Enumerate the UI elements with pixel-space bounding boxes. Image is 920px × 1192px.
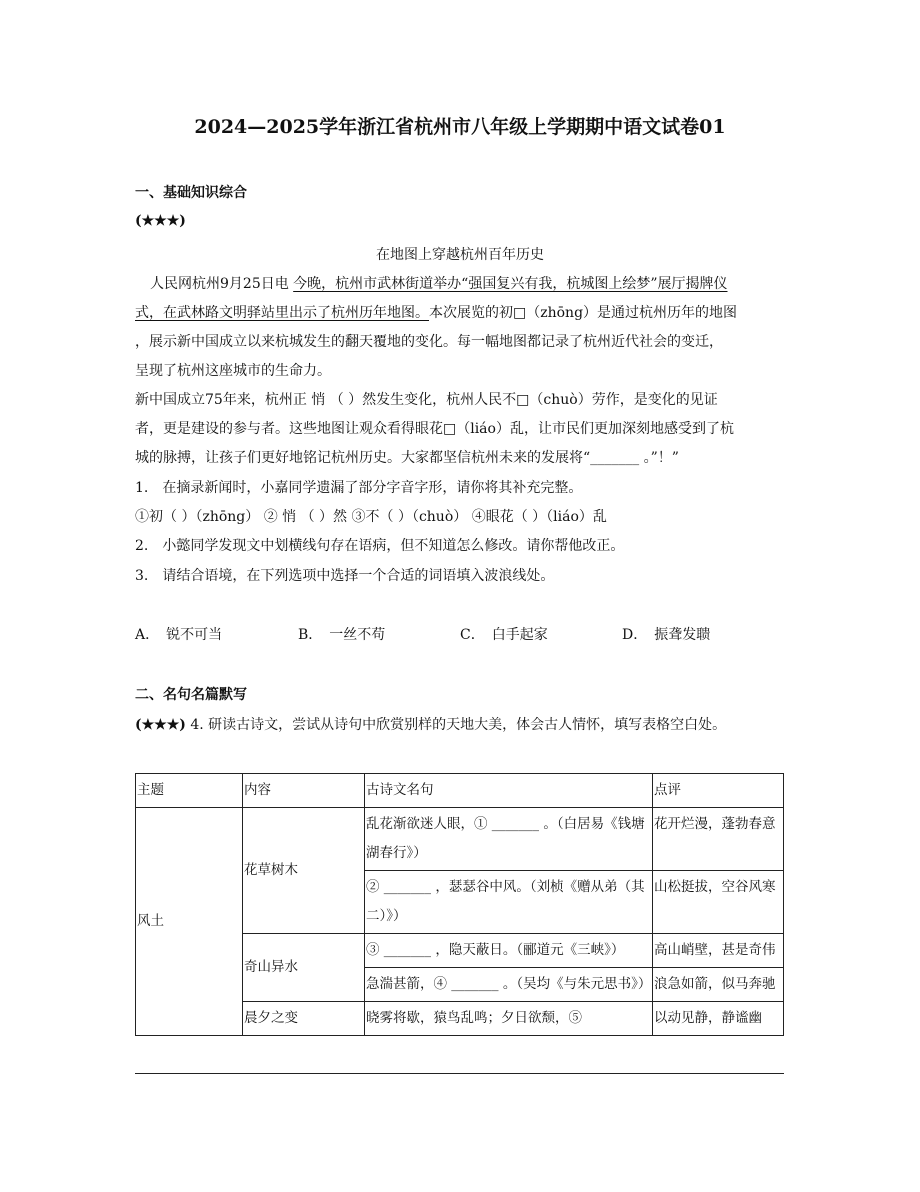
comment-cell: 山松挺拔，空谷风寒 <box>653 871 784 934</box>
article-title: 在地图上穿越杭州百年历史 <box>376 247 544 263</box>
option-a: A． 锐不可当 <box>135 627 223 643</box>
question-1: 1. 在摘录新闻时，小嘉同学遗漏了部分字音字形，请你将其补充完整。 <box>135 480 583 496</box>
table-row <box>136 808 784 871</box>
passage-text: 本次展览的初□（zhōng）是通过杭州历年的地图 <box>429 305 738 321</box>
difficulty-stars: (★★★) <box>135 213 186 229</box>
section-heading: 二、名句名篇默写 <box>135 687 247 703</box>
passage-text: 呈现了杭州这座城市的生命力。 <box>135 363 331 379</box>
section-heading: 一、基础知识综合 <box>135 185 247 201</box>
poetry-table <box>135 773 784 1036</box>
header-cell: 内容 <box>243 774 365 808</box>
comment-cell: 浪急如箭，似马奔驰 <box>653 968 784 1002</box>
theme-cell: 风土 <box>136 808 243 1036</box>
underlined-sentence: 式，在武林路文明驿站里出示了杭州历年地图。 <box>135 305 429 321</box>
group-cell: 晨夕之变 <box>243 1002 365 1036</box>
underlined-sentence: 今晚，杭州市武林街道举办“强国复兴有我，杭城图上绘梦”展厅揭牌仪 <box>293 276 728 292</box>
poem-line-cell: ② _______ ，瑟瑟谷中风。（刘桢《赠从弟（其二）》） <box>365 871 653 934</box>
header-cell: 主题 <box>136 774 243 808</box>
option-c: C． 白手起家 <box>460 627 548 643</box>
question-2: 2. 小懿同学发现文中划横线句存在语病，但不知道怎么修改。请你帮他改正。 <box>135 538 625 554</box>
header-cell: 点评 <box>653 774 784 808</box>
poem-line-cell: ③ _______ ，隐天蔽日。（郦道元《三峡》） <box>365 934 653 968</box>
question-3: 3. 请结合语境，在下列选项中选择一个合适的词语填入波浪线处。 <box>135 568 555 584</box>
difficulty-stars: (★★★) <box>135 717 186 733</box>
header-cell: 古诗文名句 <box>365 774 653 808</box>
comment-cell: 花开烂漫，蓬勃春意 <box>653 808 784 871</box>
poem-line-cell: 乱花渐欲迷人眼，① _______ 。（白居易《钱塘湖春行》） <box>365 808 653 871</box>
passage-text: 新中国成立75年来，杭州正 悄 （ ）然发生变化，杭州人民不□（chuò）劳作，是变化的见证 <box>135 392 718 408</box>
comment-cell: 高山峭壁，甚是奇伟 <box>653 934 784 968</box>
passage-text: 城的脉搏，让孩子们更好地铭记杭州历史。大家都坚信杭州未来的发展将“_______ 。”！” <box>135 450 679 466</box>
passage-text: 人民网杭州9月25日电 <box>150 276 294 292</box>
passage-text: 者，更是建设的参与者。这些地图让观众看得眼花□（liáo）乱，让市民们更加深刻地感受到了杭 <box>135 421 734 437</box>
page-bottom <box>0 1074 920 1192</box>
table-header-row <box>136 774 784 808</box>
passage-text: ，展示新中国成立以来杭城发生的翻天覆地的变化。每一幅地图都记录了杭州近代社会的变迁， <box>135 334 723 350</box>
option-b: B． 一丝不苟 <box>298 627 386 643</box>
poem-line-cell: 晓雾将歇，猿鸟乱鸣；夕日欲颓，⑤ <box>365 1002 653 1036</box>
group-cell: 花草树木 <box>243 808 365 934</box>
poem-line-cell: 急湍甚箭，④ _______ 。（吴均《与朱元思书》） <box>365 968 653 1002</box>
question-1-items: ①初（ ）（zhōng） ② 悄 （ ）然 ③不（ ）（chuò） ④眼花（ ）（liáo）乱 <box>135 509 607 525</box>
group-cell: 奇山异水 <box>243 934 365 1002</box>
option-d: D． 振聋发聩 <box>622 627 711 643</box>
question-4: 4. 研读古诗文，尝试从诗句中欣赏别样的天地大美，体会古人情怀，填写表格空白处。 <box>185 717 727 733</box>
comment-cell: 以动见静，静谧幽 <box>653 1002 784 1036</box>
page-title: 2024—2025学年浙江省杭州市八年级上学期期中语文试卷01 <box>194 116 726 138</box>
